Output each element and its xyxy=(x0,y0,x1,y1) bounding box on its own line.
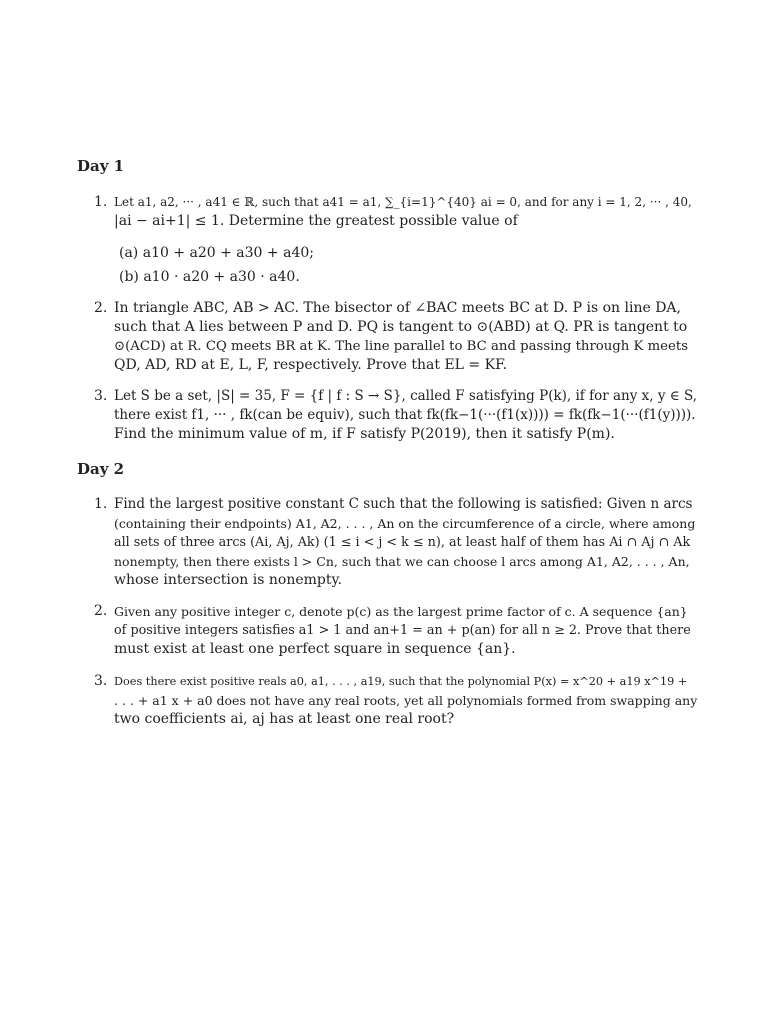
problem-line: there exist f1, ··· , fk(can be equiv), such that fk(fk−1(···(f1(x)))) = fk(fk−1(···(f1(y)))). xyxy=(114,407,696,423)
problem-number: 2. xyxy=(94,300,108,316)
problem-line: Let S be a set, |S| = 35, F = {f | f : S → S}, called F satisfying P(k), if for any x, y ∈ S, xyxy=(114,388,698,404)
problem-number: 1. xyxy=(94,496,108,512)
problem-text xyxy=(114,495,697,590)
problem-line: Does there exist positive reals a0, a1, . . . , a19, such that the polynomial P(x) = x^20 + a19 x^19 + xyxy=(114,675,688,688)
problem-text xyxy=(114,193,697,231)
day1-problem-1-part-a: (a) a10 + a20 + a30 + a40; xyxy=(119,245,314,261)
problem-line: of positive integers satisfies a1 > 1 and an+1 = an + p(an) for all n ≥ 2. Prove that there xyxy=(114,623,691,638)
problem-line: In triangle ABC, AB > AC. The bisector of ∠BAC meets BC at D. P is on line DA, xyxy=(114,300,681,316)
problem-number: 1. xyxy=(94,194,108,210)
problem-line: must exist at least one perfect square in sequence {an}. xyxy=(114,641,516,657)
problem-line: two coefficients ai, aj has at least one real root? xyxy=(114,711,455,727)
problem-line: Find the largest positive constant C such that the following is satisfied: Given n arcs xyxy=(114,496,693,512)
problem-line: all sets of three arcs (Ai, Aj, Ak) (1 ≤ i < j < k ≤ n), at least half of them has Ai ∩ Aj ∩ Ak xyxy=(114,535,691,550)
problem-line: ⊙(ACD) at R. CQ meets BR at K. The line parallel to BC and passing through K meets xyxy=(114,339,688,354)
problem-line: whose intersection is nonempty. xyxy=(114,572,342,588)
problem-line: Find the minimum value of m, if F satisfy P(2019), then it satisfy P(m). xyxy=(114,426,615,442)
problem-line: (containing their endpoints) A1, A2, . . . , An on the circumference of a circle, where among xyxy=(114,516,696,531)
problem-number: 2. xyxy=(94,603,108,619)
problem-line: such that A lies between P and D. PQ is tangent to ⊙(ABD) at Q. PR is tangent to xyxy=(114,319,688,335)
day-1-heading: Day 1 xyxy=(77,157,125,175)
problem-text xyxy=(114,602,697,659)
problem-line: . . . + a1 x + a0 does not have any real roots, yet all polynomials formed from swapping any xyxy=(114,693,698,708)
problem-line: |ai − ai+1| ≤ 1. Determine the greatest possible value of xyxy=(114,213,518,229)
problem-line: QD, AD, RD at E, L, F, respectively. Prove that EL = KF. xyxy=(114,357,508,373)
problem-number: 3. xyxy=(94,388,108,404)
problem-text xyxy=(114,387,697,444)
problem-text xyxy=(114,672,697,729)
problem-text xyxy=(114,299,697,375)
problem-line: Given any positive integer c, denote p(c) as the largest prime factor of c. A sequence {an} xyxy=(114,604,688,619)
problem-line: Let a1, a2, ··· , a41 ∈ ℝ, such that a41 = a1, ∑_{i=1}^{40} ai = 0, and for any i = 1, 2, ··· , 40, xyxy=(114,195,692,209)
problem-number: 3. xyxy=(94,673,108,689)
problem-line: nonempty, then there exists l > Cn, such that we can choose l arcs among A1, A2, . . . , An, xyxy=(114,554,690,569)
day-2-heading: Day 2 xyxy=(77,460,125,478)
day1-problem-1-part-b: (b) a10 · a20 + a30 · a40. xyxy=(119,269,300,285)
